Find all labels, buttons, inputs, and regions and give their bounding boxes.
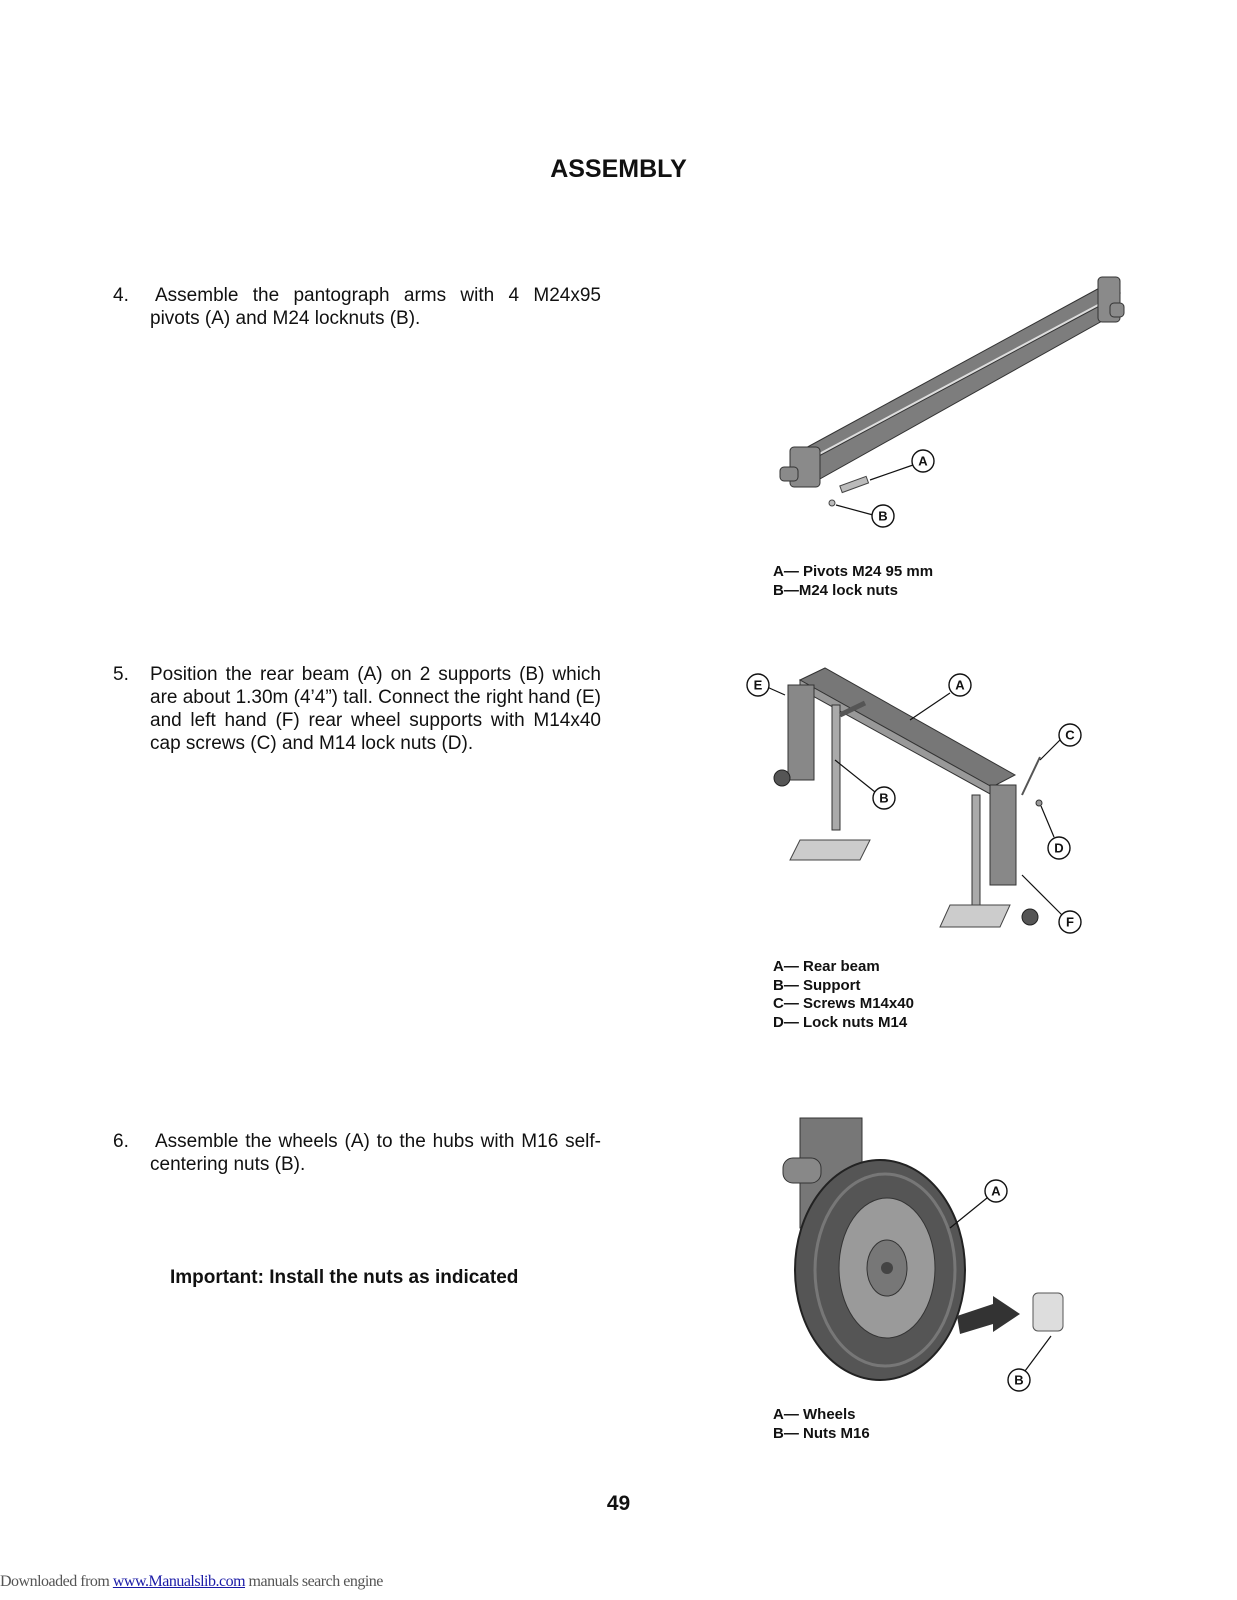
callout-f-label: F (1066, 914, 1074, 930)
callout-e-label: E (753, 677, 763, 693)
callout-b-label: B (1014, 1372, 1024, 1388)
step-6 (113, 1130, 601, 1176)
figure-legend (773, 958, 914, 1032)
callout-b-label: B (879, 790, 889, 806)
step-number: 6. (113, 1131, 129, 1152)
footer (0, 1573, 383, 1591)
figure-legend (773, 1406, 870, 1443)
important-note: Important: Install the nuts as indicated (170, 1267, 519, 1288)
footer-suffix: manuals search engine (245, 1573, 383, 1590)
figure-legend (773, 563, 933, 600)
legend-item: C— Screws M14x40 (773, 995, 914, 1012)
step-number: 4. (113, 285, 129, 306)
callout-a-label: A (955, 677, 965, 693)
legend-item: A— Rear beam (773, 958, 880, 975)
step-5 (113, 663, 601, 755)
legend-item: B—M24 lock nuts (773, 581, 899, 599)
legend-item: A— Wheels (773, 1406, 856, 1423)
callout-c-label: C (1065, 727, 1075, 743)
legend-item: D— Lock nuts M14 (773, 1013, 908, 1031)
step-text: Position the rear beam (A) on 2 supports (B) which are about 1.30m (4’4”) tall. Connect the right hand (E) and left hand (F) rear wheel supports with M14x40 cap screws (C) and M14 lock nuts (D). (150, 664, 601, 754)
step-text: Assemble the pantograph arms with 4 M24x95 pivots (A) and M24 locknuts (B). (150, 285, 601, 329)
manualslib-link[interactable]: www.Manualslib.com (112, 1573, 246, 1590)
legend-item: B— Support (773, 976, 861, 994)
page-number: 49 (606, 1492, 631, 1515)
wheel-figure (775, 1118, 1105, 1398)
callout-d-label: D (1054, 840, 1064, 856)
footer-prefix: Downloaded from (0, 1573, 113, 1590)
page-title: ASSEMBLY (550, 155, 687, 183)
pantograph-arm-figure (780, 275, 1150, 540)
rear-beam-figure (753, 665, 1105, 965)
callout-a-label: A (918, 453, 928, 469)
callout-a-label: A (991, 1183, 1001, 1199)
legend-item: B— Nuts M16 (773, 1424, 870, 1442)
legend-item: A— Pivots M24 95 mm (773, 563, 934, 580)
step-number: 5. (113, 664, 129, 685)
step-text: Assemble the wheels (A) to the hubs with M16 self-centering nuts (B). (150, 1131, 601, 1175)
callout-b-label: B (878, 508, 888, 524)
step-4 (113, 284, 601, 330)
